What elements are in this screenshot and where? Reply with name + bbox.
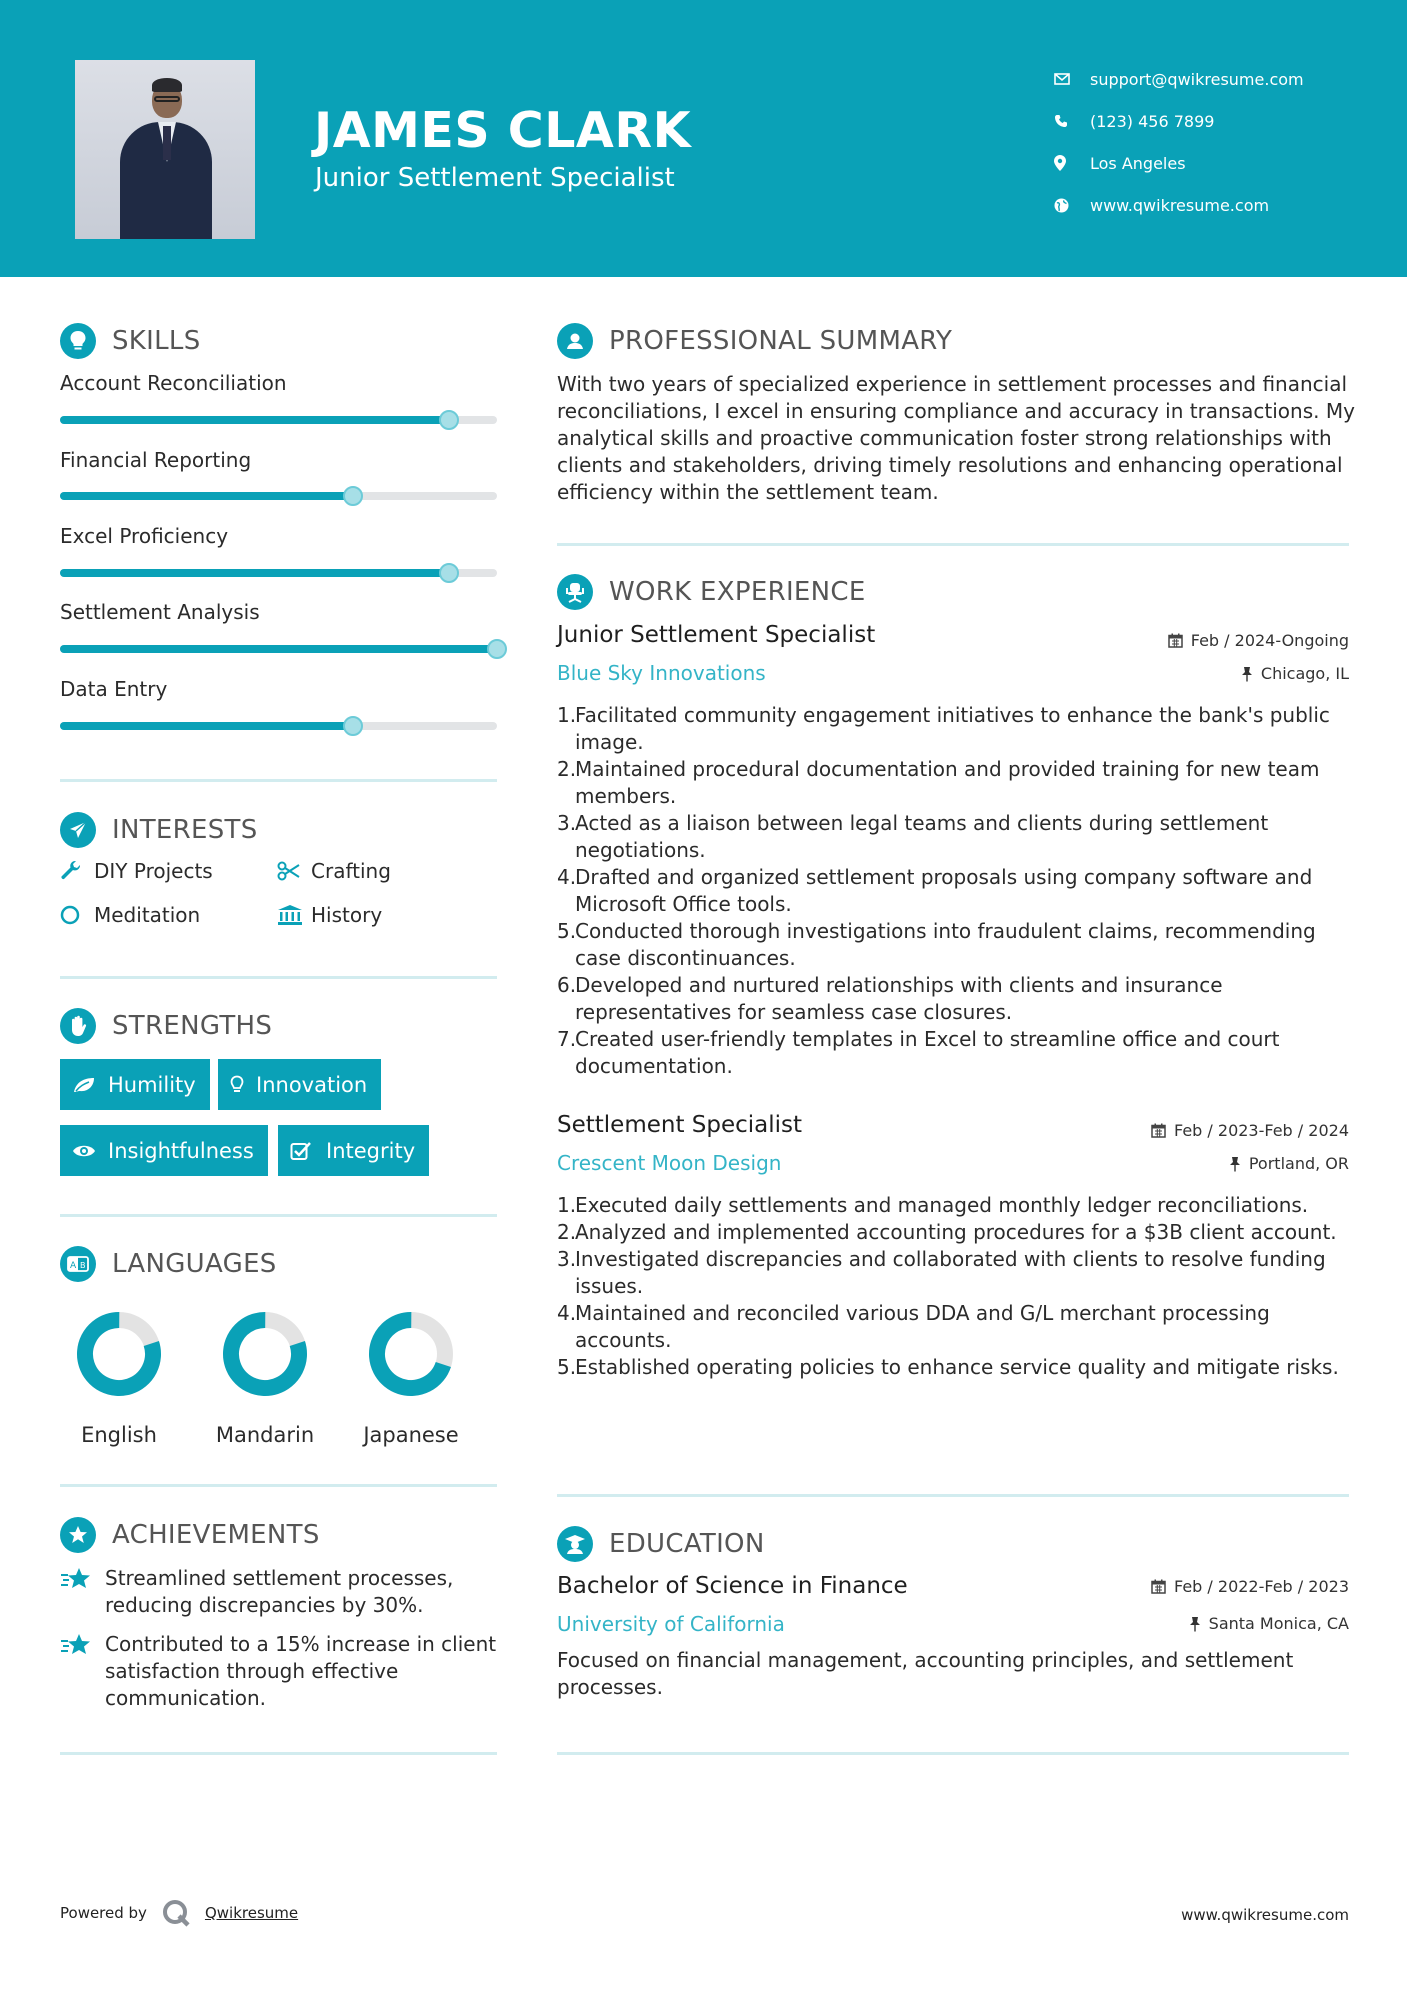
globe-icon <box>1054 198 1090 213</box>
candidate-title: Junior Settlement Specialist <box>315 163 675 193</box>
section-divider <box>60 976 497 979</box>
skills-heading: SKILLS <box>60 323 201 359</box>
pushpin-icon <box>1241 666 1253 682</box>
footer-powered-by: Powered by Qwikresume <box>60 1898 298 1928</box>
section-divider <box>60 779 497 782</box>
school: University of California <box>557 1612 785 1636</box>
duty-item: 6. Developed and nurtured relationships with clients and insurance representatives for seamless case closures. <box>557 973 1223 1024</box>
contact-email[interactable]: support@qwikresume.com <box>1054 58 1304 100</box>
section-divider <box>60 1214 497 1217</box>
section-divider <box>557 1494 1349 1497</box>
leaf-icon <box>72 1076 108 1094</box>
duty-item: 5. Established operating policies to enhance service quality and mitigate risks. <box>557 1355 1339 1379</box>
language-donut <box>366 1309 456 1399</box>
duty-item: 3. Investigated discrepancies and collaborated with clients to resolve funding issues. <box>557 1247 1326 1298</box>
circle-icon <box>60 904 94 926</box>
interest-item: Meditation <box>60 903 200 927</box>
strength-tag: Insightfulness <box>60 1125 268 1176</box>
job-dates: Feb / 2023-Feb / 2024 <box>1151 1121 1349 1140</box>
hand-icon <box>60 1008 96 1044</box>
summary-heading: PROFESSIONAL SUMMARY <box>557 323 952 359</box>
bank-icon <box>277 904 311 926</box>
skill-bar <box>60 645 497 653</box>
language-item: Japanese <box>351 1309 471 1447</box>
user-icon <box>557 323 593 359</box>
check-square-icon <box>290 1141 326 1161</box>
skill-name: Account Reconciliation <box>60 371 287 395</box>
star-icon <box>60 1565 105 1619</box>
strengths-heading: STRENGTHS <box>60 1008 272 1044</box>
strength-tag: Humility <box>60 1059 210 1110</box>
summary-text: With two years of specialized experience in settlement processes and financial reconciliations, I excel in ensuring compliance and accuracy in transactions. My analytical skills and proactive communication foster strong relationships with clients and stakeholders, driving timely resolutions and enhancing operational efficiency within the settlement team. <box>557 372 1355 504</box>
lightbulb-icon <box>60 323 96 359</box>
lightbulb-icon <box>230 1075 256 1095</box>
degree: Bachelor of Science in Finance <box>557 1573 908 1599</box>
interest-item: Crafting <box>277 859 391 883</box>
wrench-icon <box>60 860 94 882</box>
header <box>0 0 1407 277</box>
language-item: Mandarin <box>205 1309 325 1447</box>
job-duties <box>557 1192 1357 1381</box>
calendar-icon <box>1151 1123 1166 1138</box>
donut-fill <box>76 1311 162 1397</box>
interest-item: History <box>277 903 382 927</box>
job-company: Crescent Moon Design <box>557 1151 782 1175</box>
job-company: Blue Sky Innovations <box>557 661 766 685</box>
qwikresume-logo-icon <box>161 1898 191 1928</box>
scissors-icon <box>277 861 311 881</box>
skill-bar <box>60 416 497 424</box>
skill-bar <box>60 569 497 577</box>
job-dates: Feb / 2024-Ongoing <box>1168 631 1349 650</box>
contact-list <box>1054 58 1304 226</box>
paper-plane-icon <box>60 812 96 848</box>
duty-item: 2. Maintained procedural documentation and provided training for new team members. <box>557 757 1320 808</box>
job-location: Portland, OR <box>1229 1154 1349 1173</box>
svg-text:B: B <box>80 1261 86 1270</box>
donut-fill <box>222 1311 308 1397</box>
skill-name: Financial Reporting <box>60 448 252 472</box>
candidate-name: JAMES CLARK <box>314 102 692 159</box>
skill-name: Excel Proficiency <box>60 524 229 548</box>
duty-item: 5. Conducted thorough investigations into fraudulent claims, recommending case discontinuances. <box>557 919 1316 970</box>
duty-item: 2. Analyzed and implemented accounting procedures for a $3B client account. <box>557 1220 1337 1244</box>
map-pin-icon <box>1054 155 1090 171</box>
skill-bar <box>60 722 497 730</box>
section-divider <box>557 1752 1349 1755</box>
education-location: Santa Monica, CA <box>1189 1614 1349 1633</box>
job-duties <box>557 702 1357 1080</box>
education-dates: Feb / 2022-Feb / 2023 <box>1151 1577 1349 1596</box>
achievement-item: Contributed to a 15% increase in client satisfaction through effective communication. <box>60 1631 500 1712</box>
section-divider <box>60 1484 497 1487</box>
skill-name: Settlement Analysis <box>60 600 260 624</box>
interests-heading: INTERESTS <box>60 812 258 848</box>
job-role: Junior Settlement Specialist <box>557 622 876 648</box>
envelope-icon <box>1054 73 1090 85</box>
calendar-icon <box>1151 1579 1166 1594</box>
eye-icon <box>72 1143 108 1159</box>
office-chair-icon <box>557 574 593 610</box>
pushpin-icon <box>1229 1156 1241 1172</box>
skill-bar <box>60 492 497 500</box>
contact-phone[interactable]: (123) 456 7899 <box>1054 100 1304 142</box>
duty-item: 4. Maintained and reconciled various DDA and G/L merchant processing accounts. <box>557 1301 1270 1352</box>
education-description: Focused on financial management, accounting principles, and settlement processes. <box>557 1648 1294 1699</box>
experience-heading: WORK EXPERIENCE <box>557 574 866 610</box>
contact-website[interactable]: www.qwikresume.com <box>1054 184 1304 226</box>
duty-item: 7. Created user-friendly templates in Excel to streamline office and court documentation. <box>557 1027 1280 1078</box>
pushpin-icon <box>1189 1616 1201 1632</box>
language-icon <box>60 1246 96 1282</box>
footer-website[interactable]: www.qwikresume.com <box>1181 1906 1349 1924</box>
profile-photo <box>75 60 255 239</box>
contact-location: Los Angeles <box>1054 142 1304 184</box>
interest-item: DIY Projects <box>60 859 213 883</box>
strength-tag: Integrity <box>278 1125 429 1176</box>
achievements-heading: ACHIEVEMENTS <box>60 1517 320 1553</box>
job-role: Settlement Specialist <box>557 1112 803 1138</box>
duty-item: 1. Facilitated community engagement initiatives to enhance the bank's public image. <box>557 703 1330 754</box>
star-icon <box>60 1631 105 1712</box>
duty-item: 1. Executed daily settlements and managed monthly ledger reconciliations. <box>557 1193 1309 1217</box>
duty-item: 4. Drafted and organized settlement proposals using company software and Microsoft Office tools. <box>557 865 1313 916</box>
calendar-icon <box>1168 633 1183 648</box>
graduate-icon <box>557 1526 593 1562</box>
languages-heading: A B LANGUAGES <box>60 1246 277 1282</box>
achievement-item: Streamlined settlement processes, reducing discrepancies by 30%. <box>60 1565 500 1619</box>
language-item: English <box>59 1309 179 1447</box>
section-divider <box>557 543 1349 546</box>
education-heading: EDUCATION <box>557 1526 765 1562</box>
skill-name: Data Entry <box>60 677 168 701</box>
svg-text:A: A <box>70 1261 77 1271</box>
language-donut <box>74 1309 164 1399</box>
star-badge-icon <box>60 1517 96 1553</box>
job-location: Chicago, IL <box>1241 664 1349 683</box>
section-divider <box>60 1752 497 1755</box>
qwikresume-link[interactable]: Qwikresume <box>204 1904 299 1922</box>
duty-item: 3. Acted as a liaison between legal teams and clients during settlement negotiations. <box>557 811 1269 862</box>
strength-tag: Innovation <box>218 1059 381 1110</box>
language-donut <box>220 1309 310 1399</box>
phone-icon <box>1054 114 1090 128</box>
